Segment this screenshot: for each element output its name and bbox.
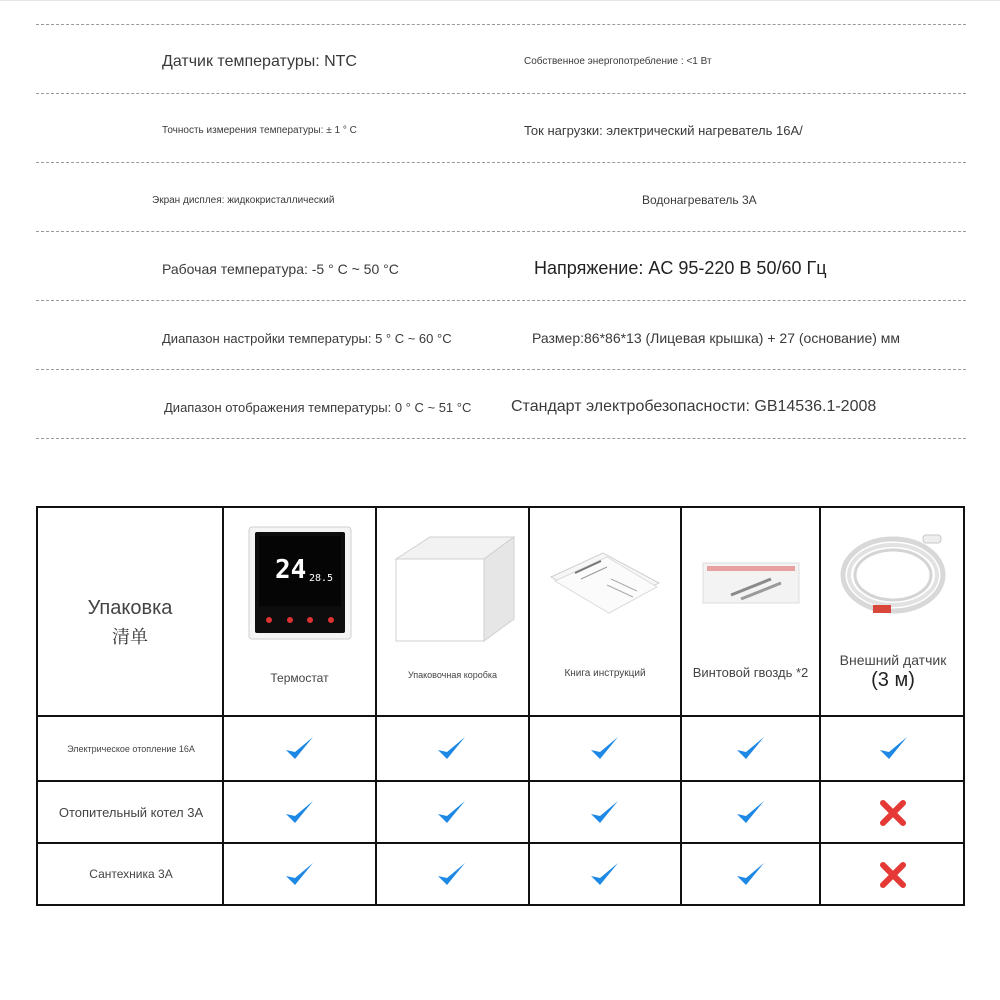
spec-display-range: Диапазон отображения температуры: 0 ° C ~ 51 °C [164, 400, 472, 415]
spec-display: Экран дисплея: жидкокристаллический [152, 195, 335, 206]
cross-icon [876, 858, 910, 892]
spec-load-current: Ток нагрузки: электрический нагреватель 16А/ [524, 123, 803, 138]
row-label-plumbing: Сантехника 3А [89, 867, 173, 881]
thermostat-image [224, 508, 375, 658]
check-icon [282, 796, 316, 830]
divider [36, 93, 966, 94]
check-icon [282, 732, 316, 766]
check-icon [282, 858, 316, 892]
top-border [0, 0, 1000, 1]
spec-self-power: Собственное энергопотребление : <1 Вт [524, 56, 712, 67]
spec-accuracy: Точность измерения температуры: ± 1 ° C [162, 125, 357, 136]
spec-sensor: Датчик температуры: NTC [162, 53, 357, 70]
box-icon [388, 523, 518, 643]
packing-table [36, 506, 965, 906]
divider [36, 438, 966, 439]
thermostat-icon [245, 523, 355, 643]
col-label-thermostat: Термостат [270, 671, 329, 685]
packing-header-sublabel: 清单 [112, 627, 148, 647]
spec-setting-range: Диапазон настройки температуры: 5 ° C ~ 60 °C [162, 331, 452, 346]
check-icon [587, 858, 621, 892]
check-icon [733, 858, 767, 892]
thermostat-small-reading: 28.5 [308, 573, 333, 584]
check-icon [434, 732, 468, 766]
check-icon [733, 732, 767, 766]
spec-water-heater: Водонагреватель 3А [642, 193, 757, 207]
check-icon [587, 732, 621, 766]
col-label-sensor: Внешний датчик [839, 652, 947, 668]
col-label-manual: Книга инструкций [564, 668, 646, 679]
screws-icon [701, 561, 801, 605]
spec-voltage: Напряжение: AC 95-220 В 50/60 Гц [534, 258, 827, 278]
box-image [377, 508, 528, 658]
check-icon [587, 796, 621, 830]
manual-icon [545, 543, 665, 623]
thermostat-reading: 24 [274, 555, 306, 585]
check-icon [876, 732, 910, 766]
row-label-electric-heating: Электрическое отопление 16А [67, 743, 195, 754]
cross-icon [876, 796, 910, 830]
divider [36, 162, 966, 163]
col-label-sensor-length: (3 м) [871, 669, 915, 691]
screws-image [682, 508, 819, 658]
packing-header-label: Упаковка [87, 597, 173, 619]
check-icon [434, 858, 468, 892]
spec-size: Размер:86*86*13 (Лицевая крышка) + 27 (основание) мм [532, 330, 901, 346]
sensor-cable-icon [833, 525, 953, 621]
check-icon [434, 796, 468, 830]
divider [36, 24, 966, 25]
spec-working-temp: Рабочая температура: -5 ° C ~ 50 °C [162, 261, 399, 277]
spec-safety-standard: Стандарт электробезопасности: GB14536.1-2008 [511, 398, 877, 415]
col-label-box: Упаковочная коробка [407, 670, 498, 680]
divider [36, 369, 966, 370]
sensor-cable-image [821, 508, 965, 638]
manual-image [530, 508, 680, 658]
divider [36, 231, 966, 232]
row-label-boiler: Отопительный котел 3А [58, 804, 204, 820]
col-label-screws: Винтовой гвоздь *2 [692, 665, 809, 680]
check-icon [733, 796, 767, 830]
divider [36, 300, 966, 301]
